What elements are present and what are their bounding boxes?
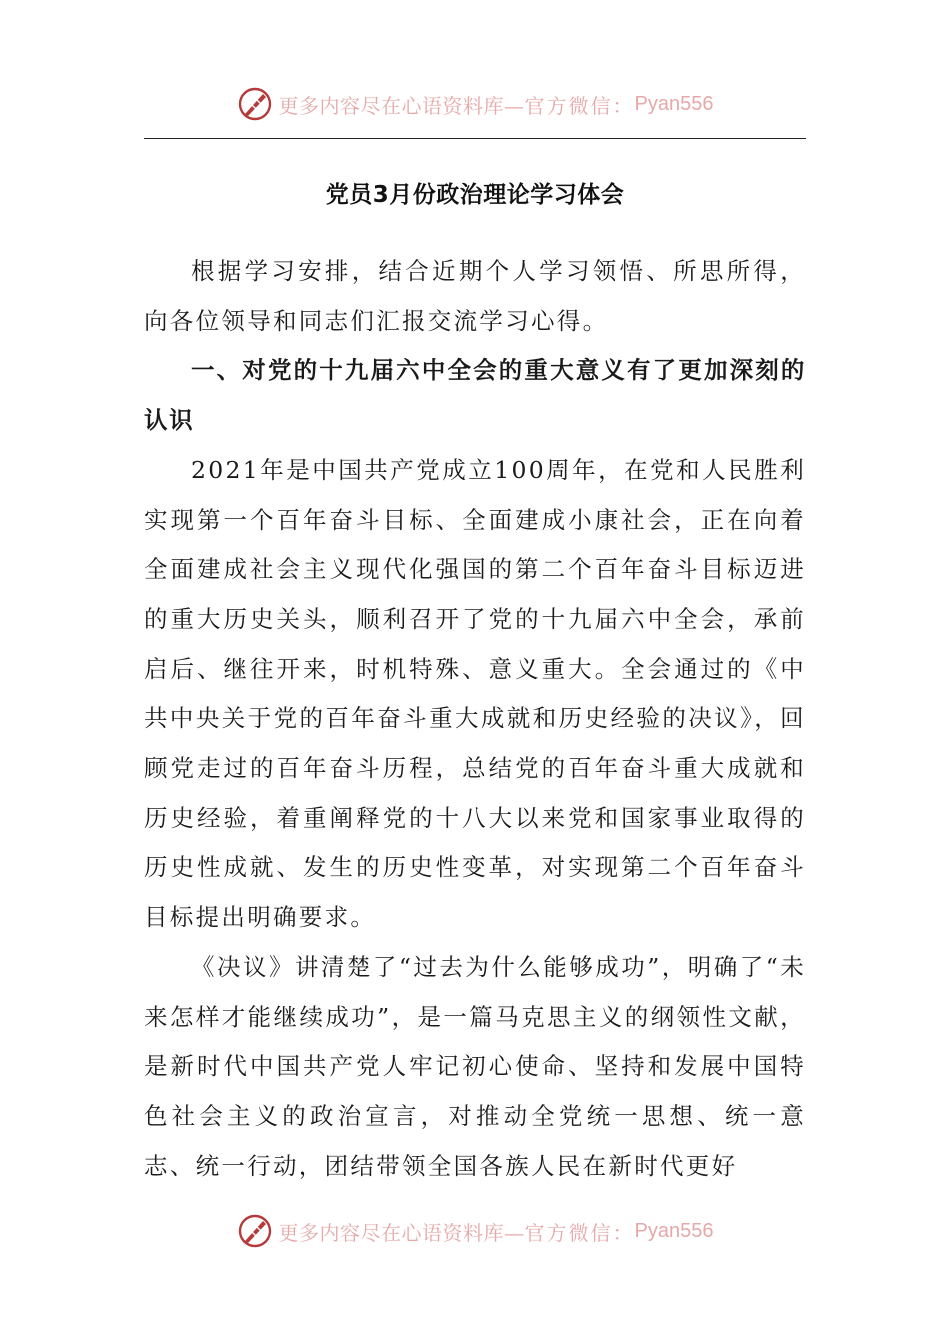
quill-pen-circle-icon [237,86,273,122]
header-divider [144,138,806,139]
watermark-slogan: 更多内容尽在心语资料库— [278,1220,525,1245]
watermark-wechat-id: Pyan556 [634,1219,714,1242]
footer-watermark [0,1207,950,1255]
quill-pen-circle-icon [237,1213,273,1249]
section-heading: 一、对党的十九届六中全会的重大意义有了更加深刻的认识 [144,356,806,435]
document-title: 党员3月份政治理论学习体会 [325,182,625,208]
watermark-slogan: 更多内容尽在心语资料库— [278,93,525,118]
intro-paragraph: 根据学习安排，结合近期个人学习领悟、所思所得，向各位领导和同志们汇报交流学习心得。 [144,257,806,335]
document-body [144,247,806,1191]
header-watermark [0,80,950,128]
watermark-wechat-label: 官方微信： [524,93,635,118]
watermark-wechat-label: 官方微信： [524,1220,635,1245]
body-paragraph: 2021年是中国共产党成立100周年，在党和人民胜利实现第一个百年奋斗目标、全面建成小康社会，正在向着全面建成社会主义现代化强国的第二个百年奋斗目标迈进的重大历史关头，顺利召开了党的十九届六中全会，承前启后、继往开来，时机特殊、意义重大。全会通过的《中共中央关于党的百年奋斗重大成就和历史经验的决议》，回顾党走过的百年奋斗历程，总结党的百年奋斗重大成就和历史经验，着重阐释党的十八大以来党和国家事业取得的历史性成就、发生的历史性变革，对实现第二个百年奋斗目标提出明确要求。 [144,455,806,932]
body-paragraph: 《决议》讲清楚了“过去为什么能够成功”，明确了“未来怎样才能继续成功”，是一篇马克思主义的纲领性文献，是新时代中国共产党人牢记初心使命、坚持和发展中国特色社会主义的政治宣言，对推动全党统一思想、统一意志、统一行动，团结带领全国各族人民在新时代更好 [144,952,806,1180]
watermark-wechat-id: Pyan556 [634,92,714,115]
